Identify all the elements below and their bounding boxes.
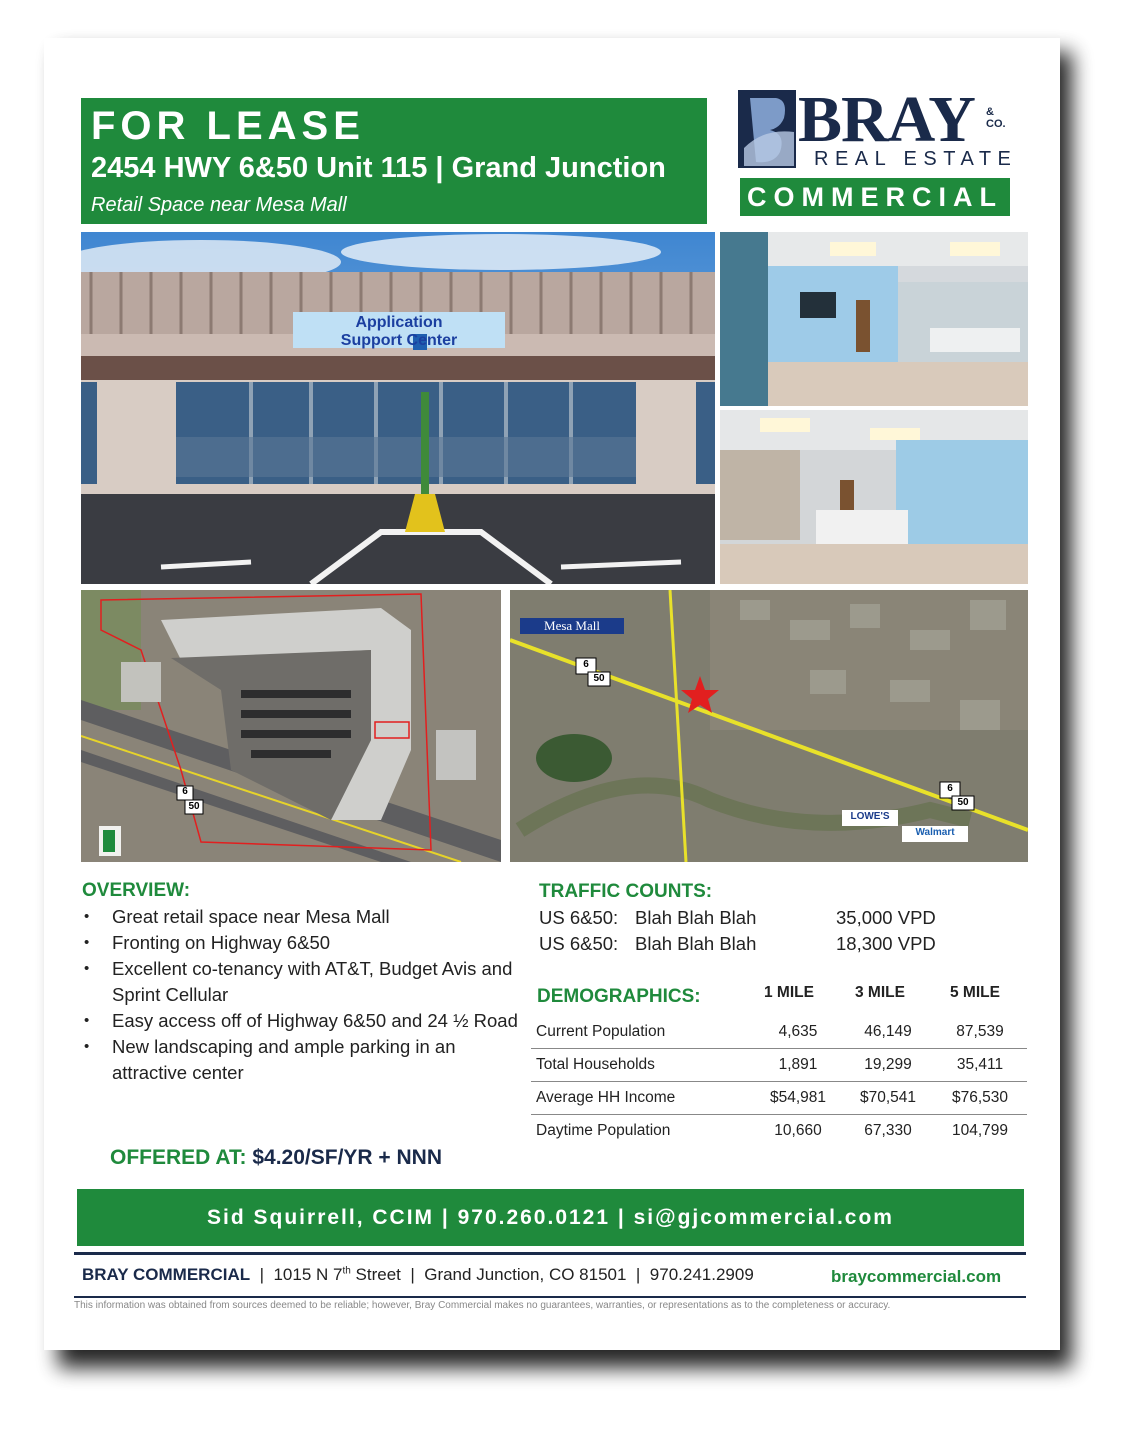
- demographics-heading: DEMOGRAPHICS:: [537, 986, 701, 1007]
- demo-value: 10,660: [753, 1115, 843, 1148]
- contact-bar[interactable]: Sid Squirrell, CCIM | 970.260.0121 | si@gjcommercial.com: [77, 1189, 1024, 1246]
- demo-value: 19,299: [843, 1049, 933, 1082]
- footer-company: BRAY COMMERCIAL: [82, 1265, 251, 1284]
- interior-photo-1: [720, 232, 1028, 406]
- map-lowes-label: LOWE'S: [850, 811, 890, 822]
- demo-value: 67,330: [843, 1115, 933, 1148]
- map-walmart-label: Walmart: [915, 827, 955, 838]
- demo-value: $54,981: [753, 1082, 843, 1115]
- offer-label: OFFERED AT:: [110, 1146, 247, 1169]
- table-row: [531, 1049, 1027, 1082]
- aerial-hwy-50: 50: [188, 801, 200, 812]
- demo-value: 4,635: [778, 1023, 818, 1040]
- map-hwy-50: 50: [593, 673, 605, 684]
- table-row: [531, 1016, 1027, 1049]
- footer-phone: 970.241.2909: [649, 1265, 754, 1284]
- footer-street-sup: th: [342, 1265, 351, 1277]
- aerial-hwy-6: 6: [182, 786, 188, 797]
- logo-real-estate: REAL ESTATE: [814, 148, 1018, 170]
- demo-value: 46,149: [864, 1023, 912, 1040]
- traffic-count: 18,300 VPD: [836, 933, 936, 954]
- map-hwy-6-east: 6: [947, 783, 953, 794]
- demo-value: 87,539: [956, 1023, 1004, 1040]
- footer-sep: |: [635, 1265, 641, 1284]
- traffic-desc: Blah Blah Blah: [635, 933, 757, 954]
- listing-address: 2454 HWY 6&50 Unit 115 | Grand Junction: [91, 152, 666, 184]
- demo-value: $70,541: [843, 1082, 933, 1115]
- demo-label: Total Households: [531, 1049, 753, 1082]
- logo-brand: BRAY: [798, 83, 975, 156]
- footer-street: 1015 N 7: [273, 1265, 343, 1284]
- demo-value: 1,891: [753, 1049, 843, 1082]
- map-hwy-50-east: 50: [957, 797, 969, 808]
- traffic-heading: TRAFFIC COUNTS:: [539, 881, 713, 902]
- footer-city: Grand Junction, CO 81501: [424, 1265, 627, 1284]
- footer-divider-bottom: [74, 1296, 1026, 1298]
- map-hwy-6: 6: [583, 659, 589, 670]
- demo-value: 104,799: [933, 1115, 1027, 1148]
- traffic-count: 35,000 VPD: [836, 907, 936, 928]
- footer-street-end: Street: [350, 1265, 401, 1284]
- interior-photo-2: [720, 410, 1028, 584]
- table-row: [531, 1082, 1027, 1115]
- logo-commercial: COMMERCIAL: [740, 178, 1010, 216]
- bray-logo: [736, 83, 1021, 218]
- overview-list: [82, 904, 522, 1086]
- location-map: [510, 590, 1028, 862]
- storefront-photo: [81, 232, 715, 584]
- list-item: • Great retail space near Mesa Mall: [82, 904, 522, 930]
- demo-value: $76,530: [933, 1082, 1027, 1115]
- list-item: • Excellent co-tenancy with AT&T, Budget Avis and Sprint Cellular: [82, 956, 522, 1008]
- list-item: • Fronting on Highway 6&50: [82, 930, 522, 956]
- footer-divider-top: [74, 1252, 1026, 1255]
- map-mesa-mall-label: Mesa Mall: [544, 618, 600, 633]
- offer-line: [110, 1146, 442, 1170]
- demo-label: Daytime Population: [531, 1115, 753, 1148]
- footer-website-link[interactable]: braycommercial.com: [831, 1267, 1002, 1286]
- footer-address: [82, 1265, 754, 1285]
- overview-heading: OVERVIEW:: [82, 880, 191, 901]
- listing-status: FOR LEASE: [91, 104, 365, 148]
- demographics-table: [531, 1016, 1027, 1147]
- traffic-desc: Blah Blah Blah: [635, 907, 757, 928]
- footer-sep: |: [410, 1265, 415, 1284]
- sign-line-2: Support Center: [340, 332, 458, 349]
- flyer-page: [44, 38, 1060, 1350]
- list-item: • New landscaping and ample parking in an attractive center: [82, 1034, 522, 1086]
- title-banner: [81, 98, 707, 224]
- aerial-site-photo: [81, 590, 501, 862]
- offer-price: $4.20/SF/YR + NNN: [252, 1146, 442, 1169]
- footer-sep: |: [259, 1265, 264, 1284]
- listing-subtitle: Retail Space near Mesa Mall: [91, 194, 347, 216]
- table-row: [531, 1115, 1027, 1148]
- demo-label: Current Population: [536, 1023, 666, 1040]
- demo-value: 35,411: [933, 1049, 1027, 1082]
- demo-col-1-mile: 1 MILE: [764, 984, 814, 1001]
- demo-col-3-mile: 3 MILE: [855, 984, 905, 1001]
- logo-co: & CO.: [986, 106, 1006, 130]
- traffic-road: US 6&50:: [539, 933, 619, 954]
- disclaimer: This information was obtained from sources deemed to be reliable; however, Bray Commercial makes no guarantees, warranties, or representations as to the completeness or accuracy.: [74, 1300, 891, 1311]
- demo-label: Average HH Income: [531, 1082, 753, 1115]
- demo-col-5-mile: 5 MILE: [950, 984, 1000, 1001]
- traffic-road: US 6&50:: [539, 907, 619, 928]
- sign-line-1: Application: [355, 314, 443, 331]
- list-item: • Easy access off of Highway 6&50 and 24 ½ Road: [82, 1008, 522, 1034]
